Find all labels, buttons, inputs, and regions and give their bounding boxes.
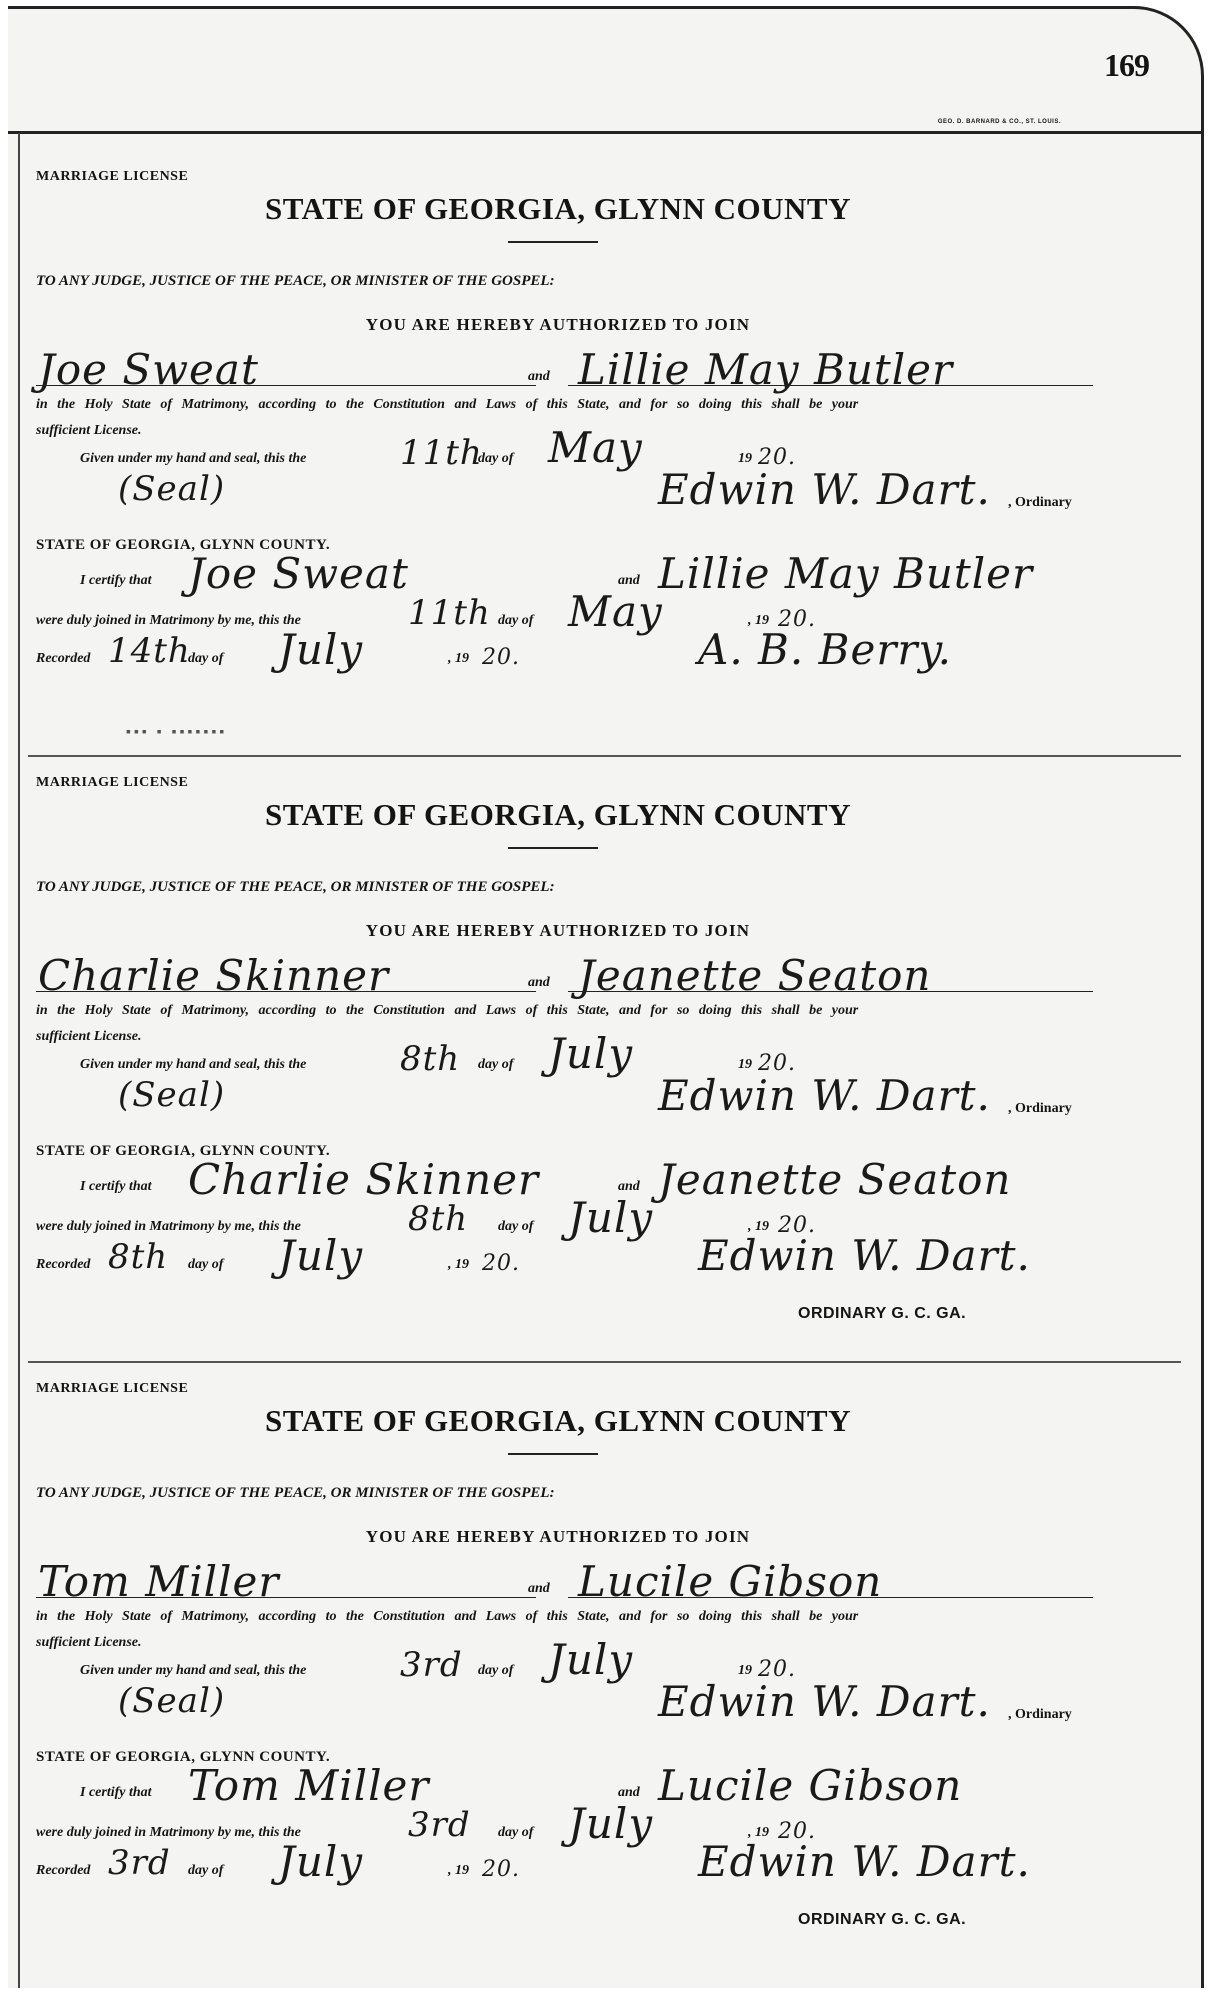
certify-text: I certify that bbox=[80, 1785, 152, 1800]
addressee-line: TO ANY JUDGE, JUSTICE OF THE PEACE, OR MINISTER OF THE GOSPEL: bbox=[36, 273, 555, 289]
and-label: and bbox=[528, 1581, 550, 1596]
addressee-line: TO ANY JUDGE, JUSTICE OF THE PEACE, OR MINISTER OF THE GOSPEL: bbox=[36, 1485, 555, 1501]
recorded-year-hand: 20. bbox=[482, 645, 520, 670]
matrimony-clause: in the Holy State of Matrimony, according to the Constitution and Laws of this State, and for so doing this shall be your bbox=[36, 1609, 859, 1624]
given-day: 3rd bbox=[400, 1645, 463, 1685]
state-title: STATE OF GEORGIA, GLYNN COUNTY bbox=[264, 191, 851, 226]
recorded-month: July bbox=[278, 625, 364, 674]
bride-name: Jeanette Seaton bbox=[578, 951, 932, 1000]
day-of-label: day of bbox=[478, 451, 514, 466]
groom-blank bbox=[36, 1597, 536, 1598]
joined-day-of: day of bbox=[498, 1825, 534, 1840]
certify-text: I certify that bbox=[80, 1179, 152, 1194]
sufficient-license: sufficient License. bbox=[36, 423, 142, 438]
year-hand: 20. bbox=[758, 1657, 796, 1682]
cert-groom: Tom Miller bbox=[188, 1761, 430, 1810]
cert-groom: Joe Sweat bbox=[188, 549, 409, 598]
given-month: May bbox=[548, 423, 643, 472]
bride-name: Lillie May Butler bbox=[578, 345, 954, 394]
groom-name: Tom Miller bbox=[38, 1557, 280, 1606]
joined-day-of: day of bbox=[498, 1219, 534, 1234]
marriage-license-entry bbox=[8, 775, 1201, 1381]
ordinary-stamp: ORDINARY G. C. GA. bbox=[798, 1305, 967, 1322]
page-number: 169 bbox=[1104, 47, 1149, 83]
sufficient-license: sufficient License. bbox=[36, 1635, 142, 1650]
joined-text: were duly joined in Matrimony by me, this the bbox=[36, 613, 301, 628]
title-underline bbox=[508, 847, 598, 849]
joined-year-prefix: , 19 bbox=[748, 1219, 769, 1234]
joined-text: were duly joined in Matrimony by me, this the bbox=[36, 1825, 301, 1840]
cert-state: STATE OF GEORGIA, GLYNN COUNTY. bbox=[36, 1749, 331, 1765]
license-label: MARRIAGE LICENSE bbox=[36, 169, 189, 184]
header-rule bbox=[8, 131, 1201, 134]
officiant-signature: Edwin W. Dart. bbox=[698, 1837, 1031, 1886]
printer-mark: GEO. D. BARNARD & CO., ST. LOUIS. bbox=[937, 119, 1061, 125]
recorded-day-of: day of bbox=[188, 651, 224, 666]
recorded-month: July bbox=[278, 1231, 364, 1280]
year-prefix: 19 bbox=[738, 1057, 752, 1072]
ordinary-label: , Ordinary bbox=[1008, 1101, 1072, 1116]
groom-name: Joe Sweat bbox=[38, 345, 259, 394]
cert-and: and bbox=[618, 573, 640, 588]
state-title: STATE OF GEORGIA, GLYNN COUNTY bbox=[264, 1403, 851, 1438]
marriage-license-entry bbox=[8, 1381, 1201, 1987]
joined-month: May bbox=[568, 587, 663, 636]
certify-text: I certify that bbox=[80, 573, 152, 588]
given-text: Given under my hand and seal, this the bbox=[80, 1663, 307, 1678]
matrimony-clause: in the Holy State of Matrimony, according to the Constitution and Laws of this State, and for so doing this shall be your bbox=[36, 1003, 859, 1018]
cert-bride: Jeanette Seaton bbox=[658, 1155, 1012, 1204]
officiant-signature: Edwin W. Dart. bbox=[698, 1231, 1031, 1280]
faded-stamp-impression: ▪▪▪ ▪ ▪▪▪▪▪▪▪ bbox=[126, 723, 228, 739]
ordinary-label: , Ordinary bbox=[1008, 1707, 1072, 1722]
joined-day: 3rd bbox=[408, 1805, 471, 1845]
joined-day-of: day of bbox=[498, 613, 534, 628]
ordinary-signature: Edwin W. Dart. bbox=[658, 1677, 991, 1726]
recorded-year-prefix: , 19 bbox=[448, 651, 469, 666]
joined-year-prefix: , 19 bbox=[748, 613, 769, 628]
ordinary-signature: Edwin W. Dart. bbox=[658, 465, 991, 514]
state-title: STATE OF GEORGIA, GLYNN COUNTY bbox=[264, 797, 851, 832]
year-prefix: 19 bbox=[738, 1663, 752, 1678]
ledger-page bbox=[8, 6, 1204, 1988]
joined-month: July bbox=[568, 1193, 654, 1242]
recorded-day: 8th bbox=[108, 1237, 169, 1277]
bride-blank bbox=[568, 1597, 1093, 1598]
entry-separator bbox=[28, 755, 1181, 757]
bride-blank bbox=[568, 385, 1093, 386]
entry-separator bbox=[28, 1361, 1181, 1363]
recorded-day: 14th bbox=[108, 631, 191, 671]
ordinary-signature: Edwin W. Dart. bbox=[658, 1071, 991, 1120]
recorded-year-hand: 20. bbox=[482, 1857, 520, 1882]
recorded-year-prefix: , 19 bbox=[448, 1257, 469, 1272]
given-month: July bbox=[548, 1029, 634, 1078]
recorded-day-of: day of bbox=[188, 1257, 224, 1272]
cert-and: and bbox=[618, 1785, 640, 1800]
given-text: Given under my hand and seal, this the bbox=[80, 1057, 307, 1072]
bride-blank bbox=[568, 991, 1093, 992]
authorized-line: YOU ARE HEREBY AUTHORIZED TO JOIN bbox=[365, 921, 751, 940]
recorded-day-of: day of bbox=[188, 1863, 224, 1878]
marriage-license-entry bbox=[8, 169, 1201, 775]
seal: (Seal) bbox=[118, 1681, 226, 1721]
joined-day: 11th bbox=[408, 593, 491, 633]
joined-year-prefix: , 19 bbox=[748, 1825, 769, 1840]
recorded-month: July bbox=[278, 1837, 364, 1886]
joined-month: July bbox=[568, 1799, 654, 1848]
seal: (Seal) bbox=[118, 469, 226, 509]
joined-year-hand: 20. bbox=[778, 1213, 816, 1238]
cert-groom: Charlie Skinner bbox=[188, 1155, 540, 1204]
recorded-year-hand: 20. bbox=[482, 1251, 520, 1276]
recorded-text: Recorded bbox=[36, 1863, 91, 1878]
cert-state: STATE OF GEORGIA, GLYNN COUNTY. bbox=[36, 1143, 331, 1159]
bride-name: Lucile Gibson bbox=[578, 1557, 883, 1606]
seal: (Seal) bbox=[118, 1075, 226, 1115]
ordinary-label: , Ordinary bbox=[1008, 495, 1072, 510]
groom-blank bbox=[36, 991, 536, 992]
title-underline bbox=[508, 1453, 598, 1455]
authorized-line: YOU ARE HEREBY AUTHORIZED TO JOIN bbox=[365, 315, 751, 334]
groom-name: Charlie Skinner bbox=[38, 951, 390, 1000]
cert-bride: Lucile Gibson bbox=[658, 1761, 963, 1810]
and-label: and bbox=[528, 369, 550, 384]
license-label: MARRIAGE LICENSE bbox=[36, 1381, 189, 1396]
title-underline bbox=[508, 241, 598, 243]
given-day: 11th bbox=[400, 433, 483, 473]
ordinary-stamp: ORDINARY G. C. GA. bbox=[798, 1911, 967, 1928]
and-label: and bbox=[528, 975, 550, 990]
year-prefix: 19 bbox=[738, 451, 752, 466]
cert-state: STATE OF GEORGIA, GLYNN COUNTY. bbox=[36, 537, 331, 553]
matrimony-clause: in the Holy State of Matrimony, according to the Constitution and Laws of this State, and for so doing this shall be your bbox=[36, 397, 859, 412]
given-day: 8th bbox=[400, 1039, 461, 1079]
day-of-label: day of bbox=[478, 1663, 514, 1678]
given-month: July bbox=[548, 1635, 634, 1684]
joined-day: 8th bbox=[408, 1199, 469, 1239]
day-of-label: day of bbox=[478, 1057, 514, 1072]
addressee-line: TO ANY JUDGE, JUSTICE OF THE PEACE, OR MINISTER OF THE GOSPEL: bbox=[36, 879, 555, 895]
year-hand: 20. bbox=[758, 1051, 796, 1076]
joined-year-hand: 20. bbox=[778, 1819, 816, 1844]
cert-and: and bbox=[618, 1179, 640, 1194]
authorized-line: YOU ARE HEREBY AUTHORIZED TO JOIN bbox=[365, 1527, 751, 1546]
joined-text: were duly joined in Matrimony by me, this the bbox=[36, 1219, 301, 1234]
given-text: Given under my hand and seal, this the bbox=[80, 451, 307, 466]
year-hand: 20. bbox=[758, 445, 796, 470]
groom-blank bbox=[36, 385, 536, 386]
recorded-text: Recorded bbox=[36, 651, 91, 666]
joined-year-hand: 20. bbox=[778, 607, 816, 632]
officiant-signature: A. B. Berry. bbox=[698, 625, 952, 674]
recorded-year-prefix: , 19 bbox=[448, 1863, 469, 1878]
recorded-text: Recorded bbox=[36, 1257, 91, 1272]
cert-bride: Lillie May Butler bbox=[658, 549, 1034, 598]
recorded-day: 3rd bbox=[108, 1843, 171, 1883]
sufficient-license: sufficient License. bbox=[36, 1029, 142, 1044]
license-label: MARRIAGE LICENSE bbox=[36, 775, 189, 790]
